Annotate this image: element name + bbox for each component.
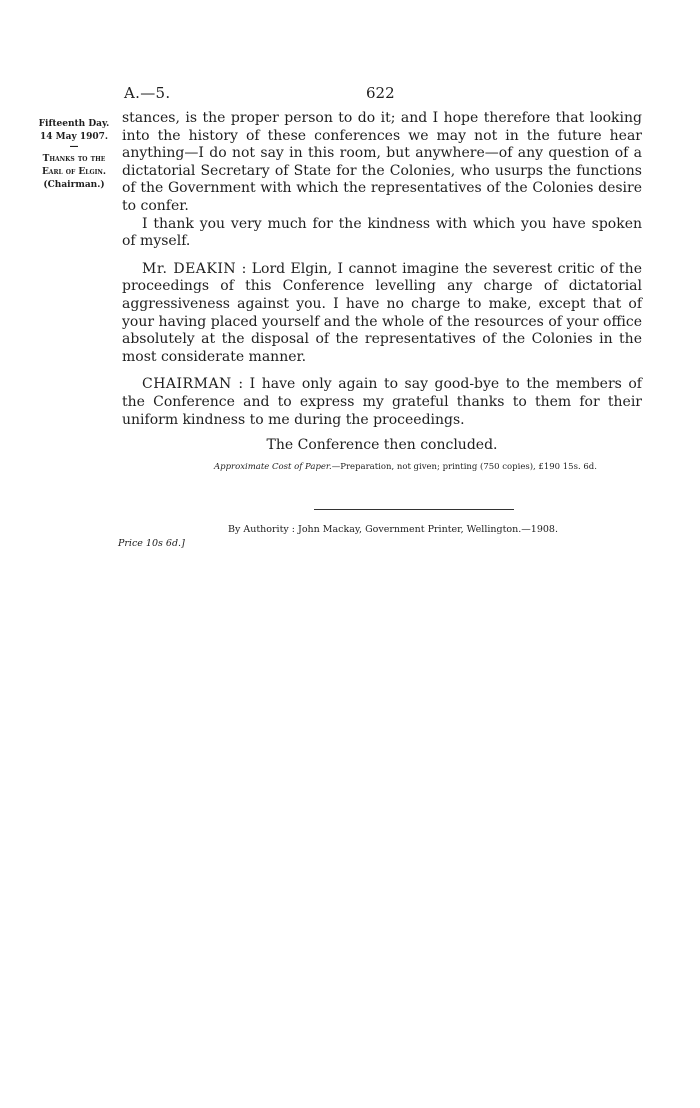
printer-authority: By Authority : John Mackay, Government Printer, Wellington.—1908.	[228, 524, 558, 535]
paragraph-chairman	[122, 376, 642, 429]
paragraph-thanks: I thank you very much for the kindness with which you have spoken of myself.	[122, 215, 642, 250]
price: Price 10s 6d.]	[118, 538, 185, 549]
margin-dash: —	[69, 142, 79, 152]
chairman-speech: : I have only again to say good-bye to the members of the Conference and to express my grateful thanks to them for their uniform kindness to me during the proceedings.	[122, 376, 642, 428]
paragraph-deakin	[122, 261, 642, 367]
paragraph-continuation: stances, is the proper person to do it; and I hope therefore that looking into the history of these conferences we may not in the future hear anything—I do not say in this room, but anywhere—of any question of a dictatorial Secretary of State for the Colonies, who usurps the functions of the Government with which the representatives of the Colonies desire to confer.	[122, 110, 642, 214]
body-text	[122, 110, 642, 455]
margin-topic-line3: (Chairman.)	[43, 180, 105, 190]
margin-date: 14 May 1907.	[40, 132, 108, 142]
deakin-speech: : Lord Elgin, I cannot imagine the severest critic of the proceedings of this Conference levelling any charge of dictatorial aggressiveness against you. I have no charge to make, except that of your having placed yourself and the whole of the resources of your office absolutely at the disposal of the representatives of the Colonies in the most considerate manner.	[122, 260, 642, 365]
margin-notes	[34, 118, 114, 192]
margin-topic-line1: Thanks to the	[42, 154, 106, 164]
paper-reference: A.—5.	[124, 84, 171, 102]
page-number: 622	[366, 84, 395, 102]
cost-of-paper-note	[214, 462, 597, 472]
cost-label: Approximate Cost of Paper.	[214, 462, 332, 472]
speaker-deakin: Mr. DEAKIN	[142, 260, 237, 277]
horizontal-rule	[314, 509, 514, 510]
cost-text: —Preparation, not given; printing (750 copies), £190 15s. 6d.	[331, 462, 597, 472]
margin-topic-line2: Earl of Elgin.	[41, 167, 107, 177]
margin-day: Fifteenth Day.	[38, 119, 110, 129]
conference-concluded: The Conference then concluded.	[266, 437, 498, 454]
speaker-chairman: CHAIRMAN	[142, 376, 232, 393]
